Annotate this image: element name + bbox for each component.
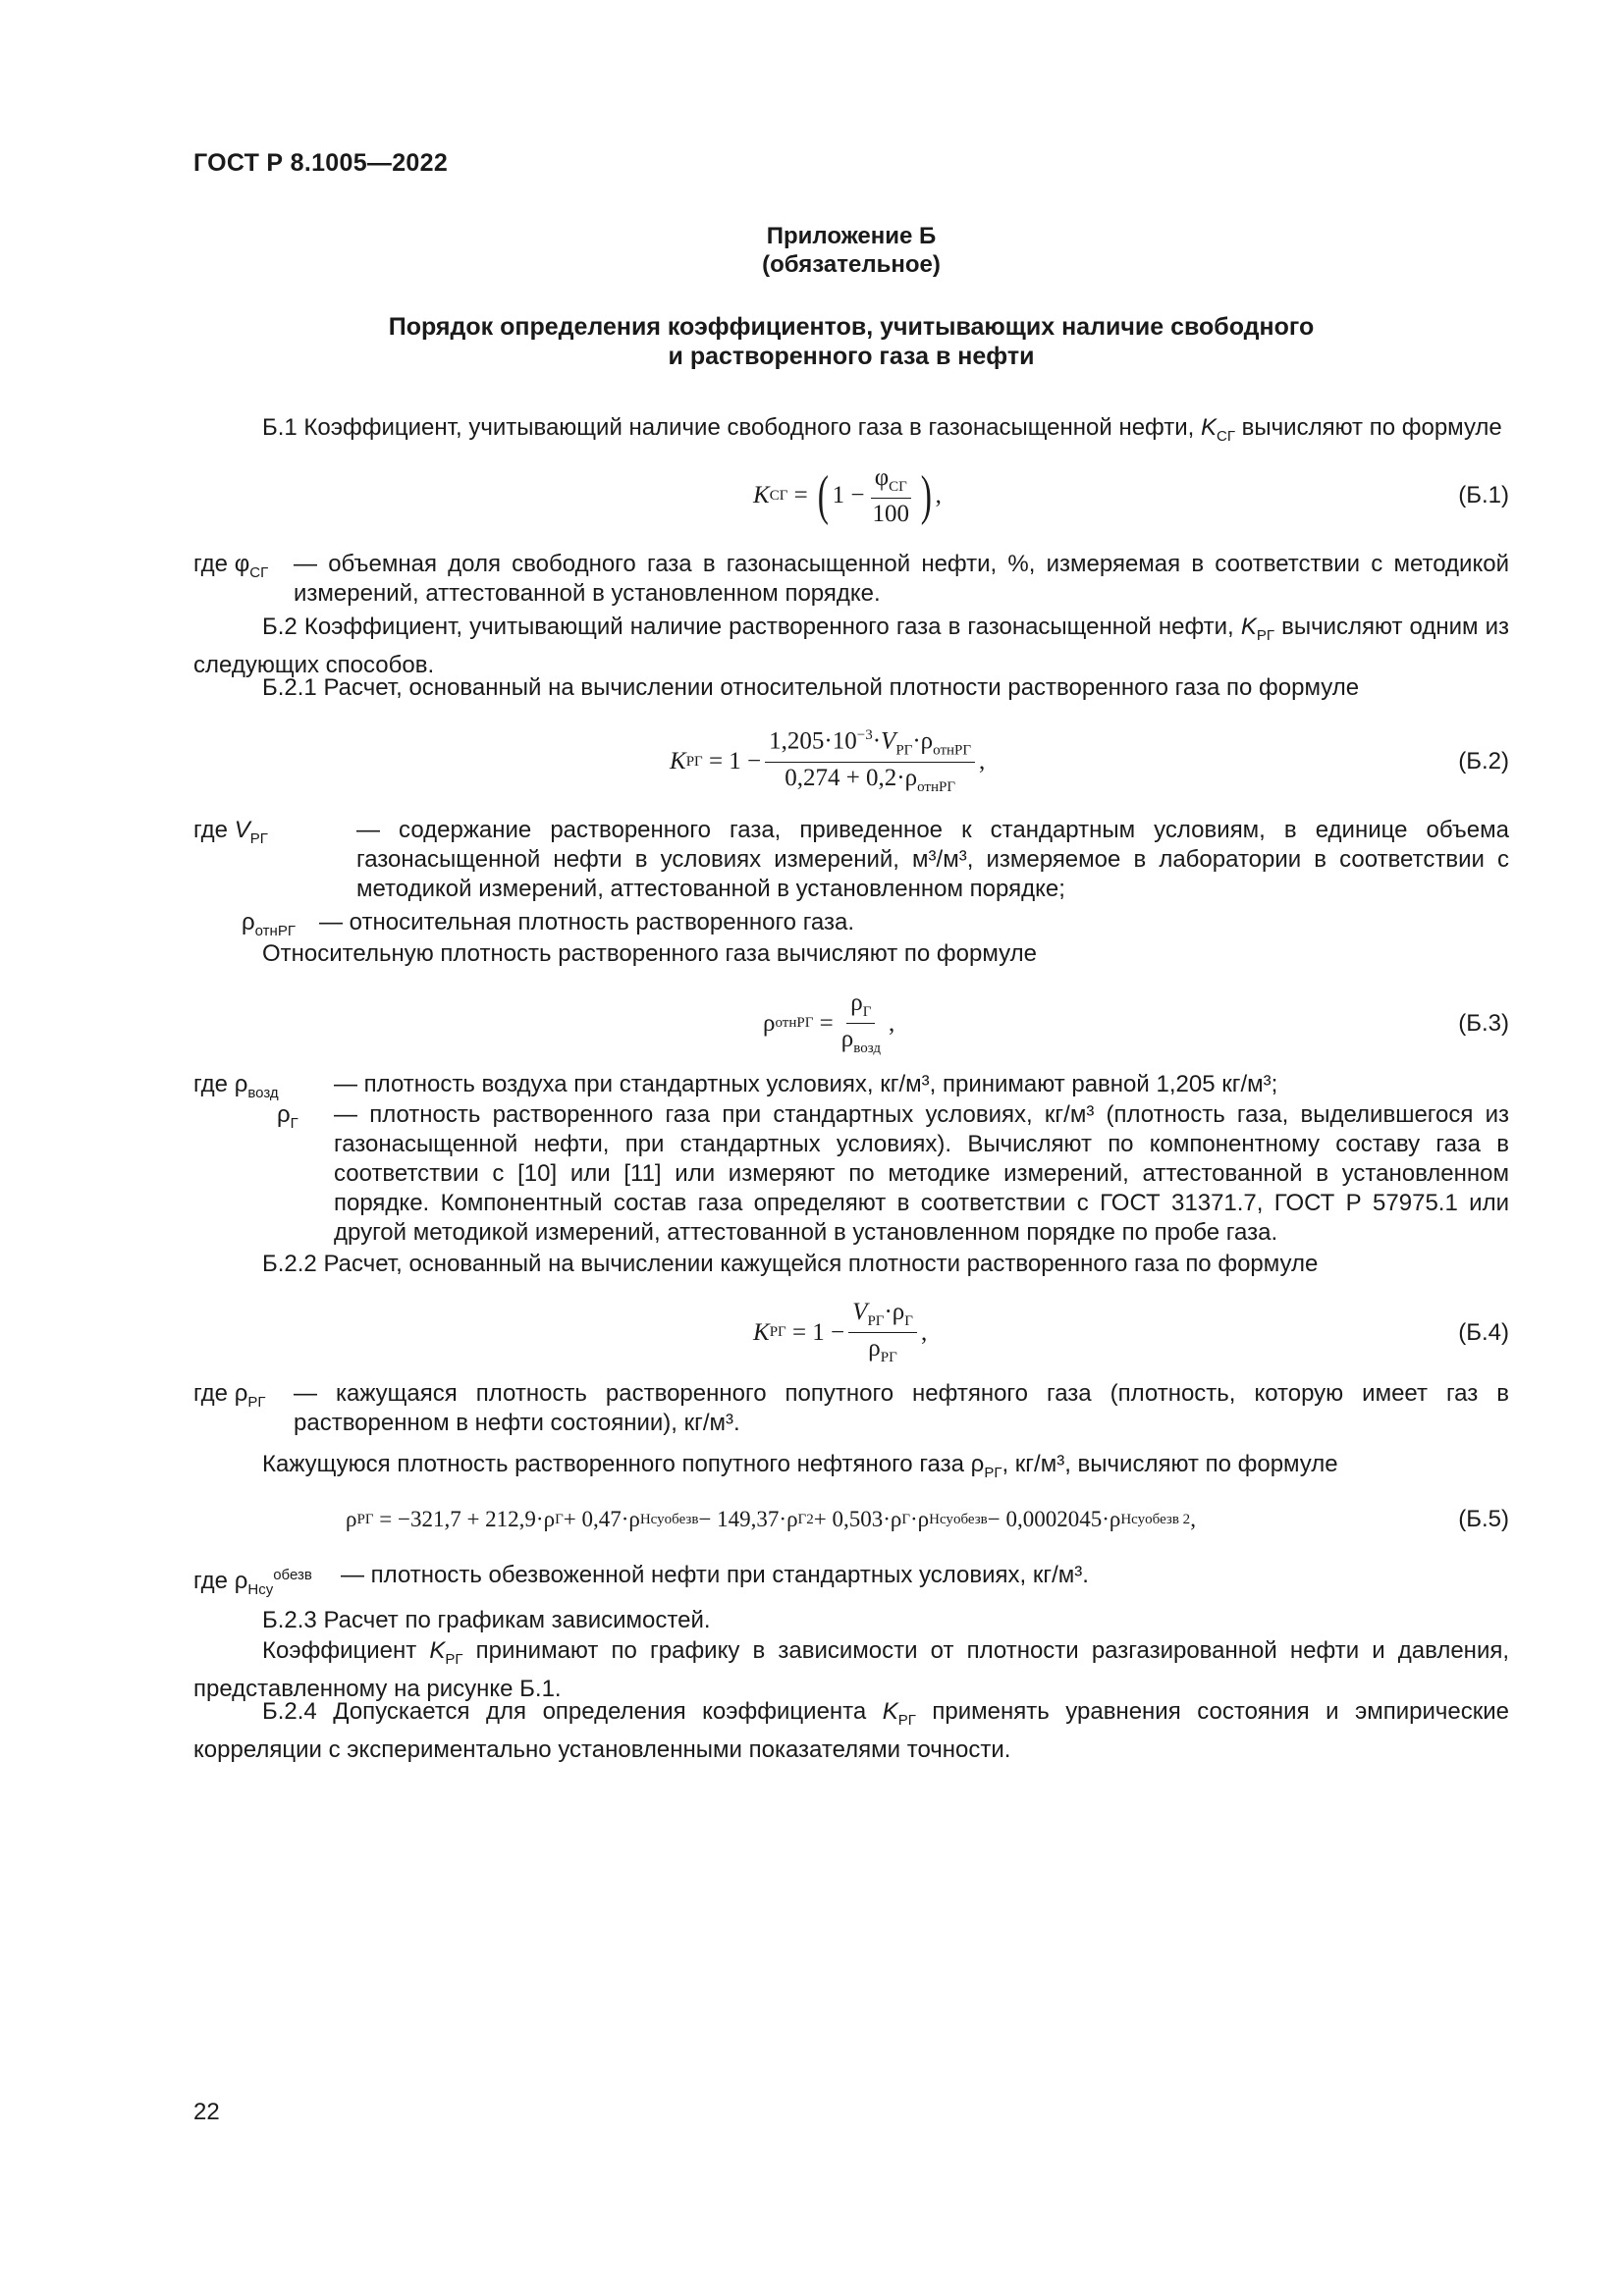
paragraph-b23: Б.2.3 Расчет по графикам зависимостей. bbox=[262, 1607, 711, 1633]
equation-number: (Б.2) bbox=[1458, 748, 1509, 774]
document-header: ГОСТ Р 8.1005—2022 bbox=[193, 149, 449, 177]
equation-b2: K РГ = 1 − $\frac{1,205\cdot 10^{-3}\cdot V_{РГ}\cdot\rho_{отнРГ}}{0,274 + 0,2\cdot\rho_{отнРГ}}$ , (Б.2) bbox=[670, 727, 1509, 795]
equation-number: (Б.5) bbox=[1458, 1506, 1509, 1532]
definition-dewatered-density: где $\rho_{Нсу}^{обезв}$ — плотность обезвоженной нефти при стандартных условиях, кг/м³. bbox=[193, 1562, 1089, 1598]
paragraph-coefficient: Коэффициент $K_{РГ}$ принимают по графику в зависимости от плотности разгазированной нефти и давления, представленному на рисунке Б.1. bbox=[193, 1637, 1510, 1702]
definition-phi: где $\varphi_{СГ}$ — объемная доля свободного газа в газонасыщенной нефти, %, измеряемая в соответствии с методикой измерений, аттестованной в установленном порядке. bbox=[193, 551, 1509, 607]
annex-title: Приложение Б bbox=[766, 223, 937, 249]
definition-V: где $V_{РГ}$ — содержание растворенного газа, приведенное к стандартным условиям, в единице объема газонасыщенной нефти в условиях измерений, м³/м³, измеряемое в лаборатории в соответствии с методикой измерений, аттестованной в установленном порядке; bbox=[193, 817, 1509, 902]
equation-b4: K РГ = 1 − $\frac{V_{РГ}\cdot\rho_Г}{\rho_{РГ}}$ , (Б.4) bbox=[753, 1299, 1509, 1365]
equation-b3: ρ отнРГ = $\frac{\rho_Г}{\rho_{возд}}$ , (Б.3) bbox=[763, 989, 1509, 1056]
paragraph-apparent: Кажущуюся плотность растворенного попутного нефтяного газа $\rho_{РГ}$, кг/м³, вычисляют по формуле bbox=[262, 1451, 1338, 1481]
equation-number: (Б.3) bbox=[1458, 1009, 1509, 1037]
equation-b5: ρ РГ = −321,7 + 212,9·ρ Г + 0,47·ρ Нсу обезв − 149,37·ρ Г 2 + 0,503·ρ Г ·ρ Нсу обезв − 0,0002045·ρ Нсу обезв 2 , (Б.5) bbox=[346, 1506, 1509, 1532]
equation-b1: K СГ = ( 1 − $\frac{\varphi_{СГ}}{100}$ ) , (Б.1) bbox=[753, 463, 1509, 527]
paragraph-rel-density: Относительную плотность растворенного газа вычисляют по формуле bbox=[262, 940, 1037, 967]
paragraph-b22: Б.2.2 Расчет, основанный на вычислении кажущейся плотности растворенного газа по формуле bbox=[262, 1251, 1319, 1277]
paragraph-b24: Б.2.4 Допускается для определения коэффициента $K_{РГ}$ применять уравнения состояния и эмпирические корреляции с экспериментально установленными показателями точности. bbox=[193, 1698, 1509, 1763]
definition-gas-density: $\rho_Г$ — плотность растворенного газа при стандартных условиях, кг/м³ (плотность газа, выделившегося из газонасыщенной нефти, при стандартных условиях). Вычисляют по компонентному составу газа в соответствии с [10] или [11] или измеряют по методике измерений, аттестованной в установленном порядке. Компонентный состав газа определяют в соответствии с ГОСТ 31371.7, ГОСТ Р 57975.1 или другой методикой измерений, аттестованной в установленном порядке по пробе газа. bbox=[277, 1101, 1509, 1246]
definition-apparent-density: где $\rho_{РГ}$ — кажущаяся плотность растворенного попутного нефтяного газа (плотность, которую имеет газ в растворенном в нефти состоянии), кг/м³. bbox=[193, 1380, 1509, 1436]
paragraph-b2: Б.2 Коэффициент, учитывающий наличие растворенного газа в газонасыщенной нефти, $K_{РГ}$ вычисляют одним из следующих способов. bbox=[193, 614, 1510, 678]
section-heading-line2: и растворенного газа в нефти bbox=[668, 343, 1035, 370]
page-number: 22 bbox=[193, 2099, 220, 2125]
definition-rel-density: $\rho_{отнРГ}$ — относительная плотность растворенного газа. bbox=[242, 909, 855, 939]
equation-number: (Б.4) bbox=[1458, 1318, 1509, 1346]
annex-subtitle: (обязательное) bbox=[762, 251, 941, 278]
paragraph-b1: Б.1 Коэффициент, учитывающий наличие свободного газа в газонасыщенной нефти, $K_{СГ}$ вычисляют по формуле bbox=[262, 414, 1502, 445]
paragraph-b21: Б.2.1 Расчет, основанный на вычислении относительной плотности растворенного газа по формуле bbox=[262, 674, 1360, 701]
definition-air-density: где $\rho_{возд}$ — плотность воздуха при стандартных условиях, кг/м³, принимают равной 1,205 кг/м³; bbox=[193, 1071, 1278, 1101]
section-heading-line1: Порядок определения коэффициентов, учитывающих наличие свободного bbox=[388, 313, 1315, 341]
equation-number: (Б.1) bbox=[1458, 482, 1509, 508]
